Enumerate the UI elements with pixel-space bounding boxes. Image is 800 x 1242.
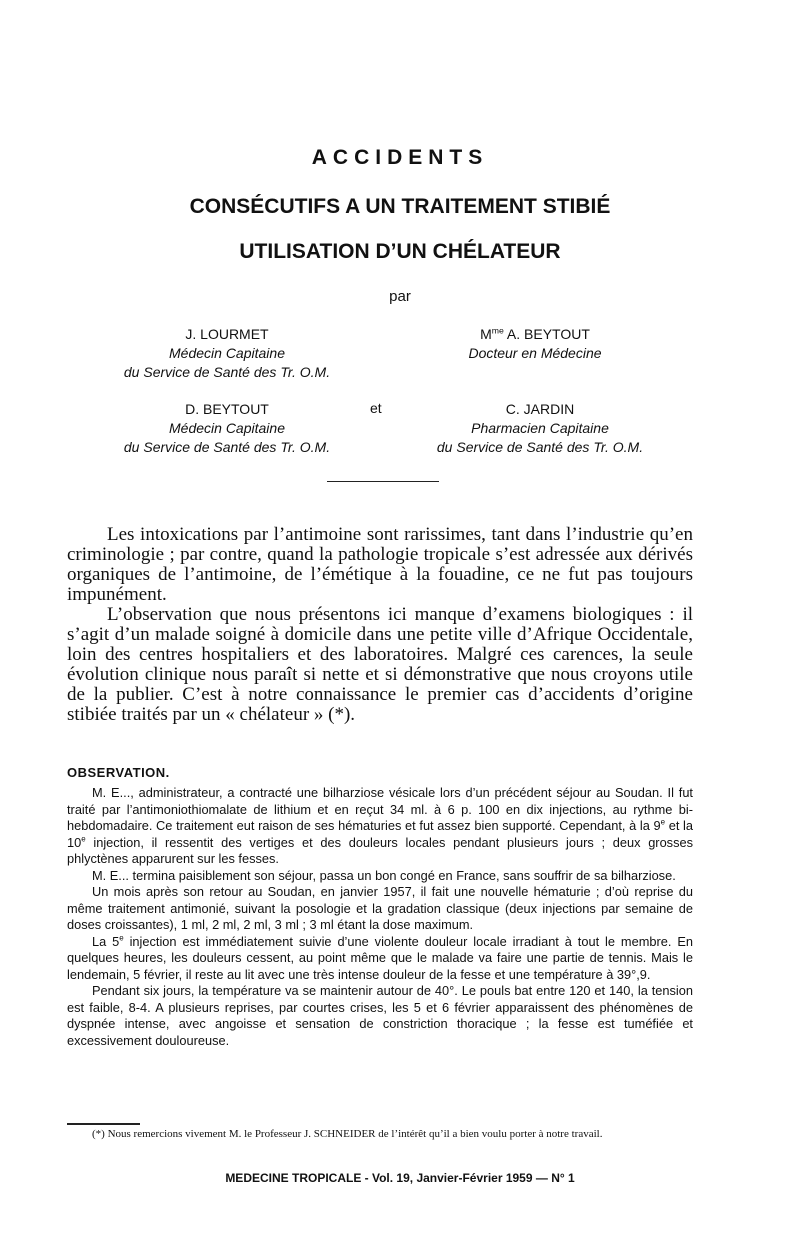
title-line-2: CONSÉCUTIFS A UN TRAITEMENT STIBIÉ <box>189 195 611 218</box>
observation-paragraph-2: M. E... termina paisiblement son séjour, passa un bon congé en France, sans souffrir de sa bilharziose. <box>92 867 676 883</box>
author-mme-beytout <box>430 325 640 363</box>
author-name: J. LOURMET <box>185 326 269 342</box>
author-affiliation: du Service de Santé des Tr. O.M. <box>123 439 331 455</box>
observation-paragraph-5: Pendant six jours, la température va se maintenir autour de 40°. Le pouls bat entre 120 et 140, la tension est faible, 8-4. A plusieurs reprises, par courtes crises, les 5 et 6 février apparaissent des phénomènes de dyspnée intense, avec angoisse et sensation de constriction thoracique ; la fesse est tuméfiée et excessivement douloureuse. <box>67 983 693 1048</box>
observation-body <box>67 785 693 1049</box>
author-affiliation: du Service de Santé des Tr. O.M. <box>436 439 644 455</box>
author-role: Médecin Capitaine <box>169 345 285 361</box>
observation-paragraph-3: Un mois après son retour au Soudan, en janvier 1957, il fait une nouvelle hématurie ; d’où reprise du même traitement antimonié, suivant la posologie et la gradation classique (deux injections par semaine de doses croissantes), 1 ml, 2 ml, 2 ml, 3 ml ; 3 ml étant la dose maximum. <box>67 884 693 932</box>
author-jardin <box>400 400 680 457</box>
section-heading-observation: OBSERVATION. <box>67 765 170 780</box>
author-role: Médecin Capitaine <box>169 420 285 436</box>
author-d-beytout <box>82 400 372 457</box>
footnote-text: (*) Nous remercions vivement M. le Professeur J. SCHNEIDER de l’intérêt qu’il a bien voulu porter à notre travail. <box>92 1128 603 1140</box>
journal-footer: MEDECINE TROPICALE - Vol. 19, Janvier-Février 1959 — N° 1 <box>225 1171 575 1185</box>
author-name: C. JARDIN <box>505 401 575 417</box>
introduction <box>67 525 693 725</box>
separator-rule <box>327 481 439 482</box>
author-lourmet <box>82 325 372 382</box>
footnote-rule <box>67 1123 140 1125</box>
author-affiliation: du Service de Santé des Tr. O.M. <box>123 364 331 380</box>
author-name: D. BEYTOUT <box>185 401 269 417</box>
intro-paragraph-1: Les intoxications par l’antimoine sont rarissimes, tant dans l’industrie qu’en criminologie ; par contre, quand la pathologie tropicale s’est adressée aux dérivés organiques de l’antimoine, de l’émétique à la fouadine, ce ne fut pas toujours impunément. <box>67 524 693 605</box>
by-label: par <box>389 288 411 305</box>
author-name: $M^{me}$ A. BEYTOUT <box>480 325 590 342</box>
author-role: Pharmacien Capitaine <box>471 420 609 436</box>
observation-paragraph-4: La 5e injection est immédiatement suivie d’une violente douleur locale irradiant à tout le membre. En quelques heures, les douleurs cessent, au point même que le malade va faire une partie de tennis. Mais le lendemain, 5 février, il reste au lit avec une très intense douleur de la fesse et une température à 39°,9. <box>67 933 693 982</box>
footnote <box>67 1127 693 1141</box>
author-role: Docteur en Médecine <box>468 345 602 361</box>
and-label: et <box>370 400 382 416</box>
intro-paragraph-2: L’observation que nous présentons ici manque d’examens biologiques : il s’agit d’un malade soigné à domicile dans une petite ville d’Afrique Occidentale, loin des centres hospitaliers et des laboratoires. Malgré ces carences, la seule évolution clinique nous paraît si nette et si démonstrative que nous croyons utile de la publier. C’est à notre connaissance le premier cas d’accidents d’origine stibiée traités par un « chélateur » (*). <box>67 604 693 725</box>
title-line-3: UTILISATION D’UN CHÉLATEUR <box>239 240 561 263</box>
observation-paragraph-1: M. E..., administrateur, a contracté une bilharziose vésicale lors d’un précédent séjour au Soudan. Il fut traité par l’antimoniothiomalate de lithium et en reçut 34 ml. à 6 p. 100 en dix injections, au rythme bi-hebdomadaire. Ce traitement eut raison de ses hématuries et fut assez bien supporté. Cependant, à la 9e et la 10e injection, il ressentit des vertiges et des douleurs locales pendant plusieurs jours ; deux grosses phlyctènes apparurent sur les fesses. <box>67 785 693 866</box>
title-line-1: ACCIDENTS <box>311 146 489 169</box>
